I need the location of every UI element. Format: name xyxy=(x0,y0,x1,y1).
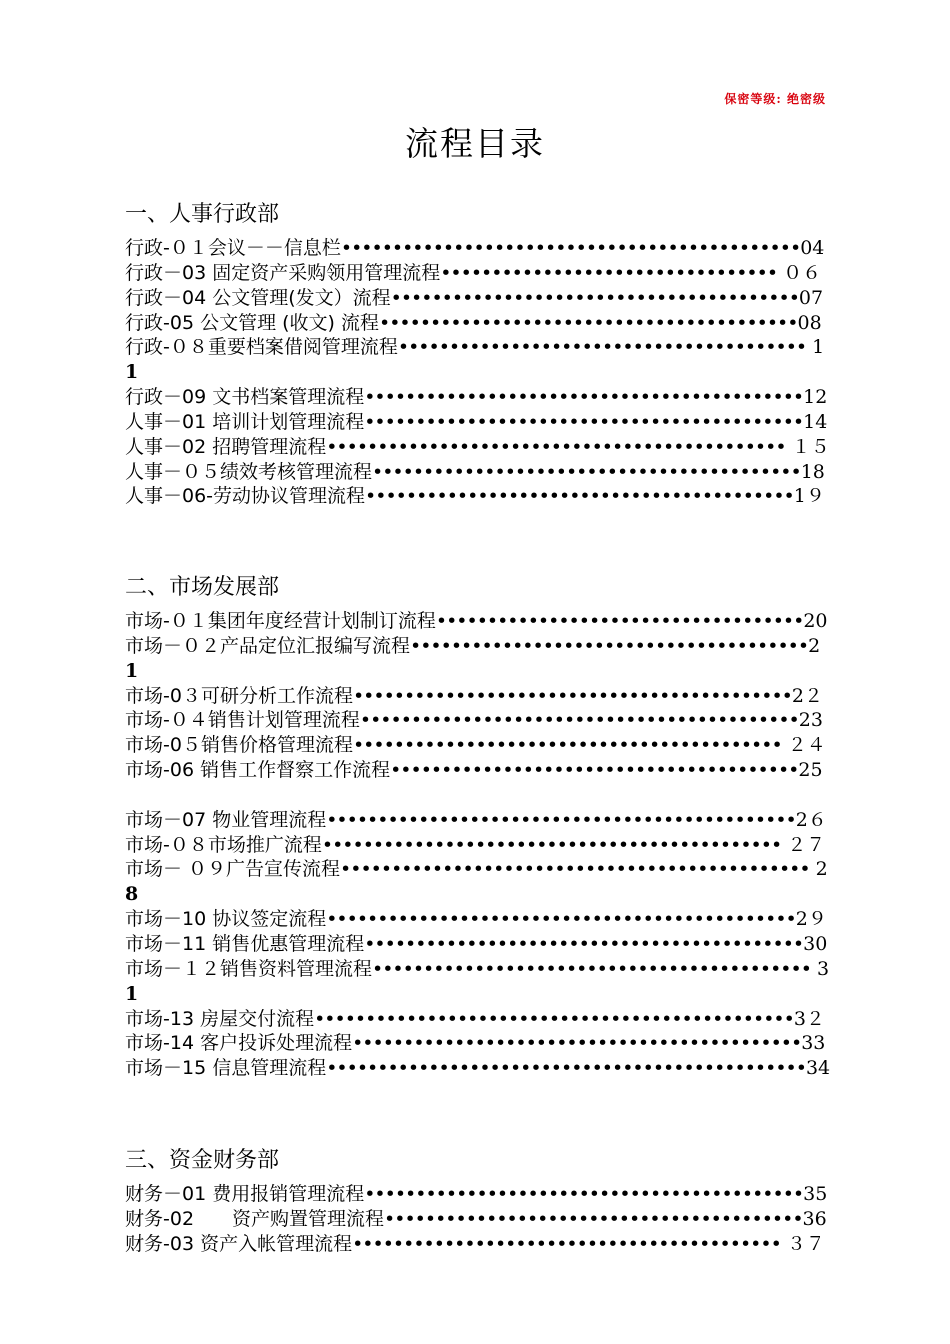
dot-leader: •••••••••••••••••••••••••••••••••••••••••••••• xyxy=(326,908,796,931)
toc-entry[interactable] xyxy=(125,733,825,758)
dot-leader: ••••••••••••••••••••••••••••••••••••••••••••• xyxy=(321,833,782,856)
dot-leader: ••••••••••••••••••••••••••••••••••••••••••• xyxy=(364,932,804,955)
dot-leader: ••••••••••••••••••••••••••••••••••••••••••••• xyxy=(340,237,801,259)
toc-entry[interactable] xyxy=(125,634,825,659)
toc-entry-page: 12 xyxy=(803,386,828,409)
toc-entry-page-wrap: 1 xyxy=(125,659,139,682)
dot-leader: ••••••••••••••••••••••••••••••••••••••• xyxy=(410,634,809,657)
toc-entry[interactable] xyxy=(125,957,830,982)
toc-entry[interactable] xyxy=(125,609,828,634)
toc-entry-label: 行政－09 文书档案管理流程 xyxy=(125,386,365,409)
toc-entry[interactable] xyxy=(125,484,825,509)
dot-leader: ••••••••••••••••••••••••••••••••••••••••••• xyxy=(364,410,804,433)
toc-entry[interactable] xyxy=(125,261,825,286)
dot-leader: •••••••••••••••••••••••••••••••••••••••• xyxy=(397,336,807,359)
toc-entry-page-wrap: 1 xyxy=(125,361,139,384)
toc-entry[interactable] xyxy=(125,311,825,336)
toc-entry-page: 2 xyxy=(808,634,821,657)
toc-entry[interactable] xyxy=(125,907,825,932)
toc-entry-label: 行政－04 公文管理(发文）流程 xyxy=(125,286,391,309)
toc-entry[interactable] xyxy=(125,833,825,858)
section-heading-admin: 一、人事行政部 xyxy=(125,202,280,227)
toc-entry-label: 财务-02 资产购置管理流程 xyxy=(125,1207,385,1230)
toc-entry-page: 30 xyxy=(803,932,828,955)
toc-entry-page: 20 xyxy=(803,610,828,632)
toc-entry[interactable] xyxy=(125,460,825,485)
toc-entry-label: 人事－01 培训计划管理流程 xyxy=(125,410,365,433)
toc-entry-label: 市场－07 物业管理流程 xyxy=(125,808,327,831)
dot-leader: •••••••••••••••••••••••••••••••••••••••• xyxy=(390,759,799,782)
toc-entry-page-wrap: 8 xyxy=(125,883,139,906)
toc-entry-label: 财务-03 资产入帐管理流程 xyxy=(125,1232,353,1255)
toc-entry-page: 1 xyxy=(806,336,825,359)
toc-entry[interactable] xyxy=(125,385,828,410)
toc-entry-page: ２７ xyxy=(781,833,826,856)
toc-entry[interactable] xyxy=(125,1207,825,1232)
toc-entry-page: 07 xyxy=(798,286,824,309)
dot-leader: ••••••••••••••••••••••••••••••••• xyxy=(440,261,778,284)
dot-leader: ••••••••••••••••••••••••••••••••••••••••••• xyxy=(359,709,799,732)
toc-entry-page: 2２ xyxy=(791,684,823,707)
toc-entry[interactable] xyxy=(125,435,830,460)
toc-entry-page: 2６ xyxy=(795,808,827,831)
dot-leader: •••••••••••••••••••••••••••••••••••••••••• xyxy=(365,485,794,508)
dot-leader: ••••••••••••••••••••••••••••••••••••••••••••••• xyxy=(314,1007,794,1030)
toc-list-marketing xyxy=(125,609,831,1081)
dot-leader: ••••••••••••••••••••••••••••••••••••••••••• xyxy=(372,957,811,980)
dot-leader: ••••••••••••••••••••••••••••••••••••••••• xyxy=(384,1207,803,1230)
dot-leader: •••••••••••••••••••••••••••••••••••••••••• xyxy=(372,460,801,483)
toc-entry-label: 市场－10 协议签定流程 xyxy=(125,908,327,931)
toc-entry-label: 市场-13 房屋交付流程 xyxy=(125,1007,315,1030)
toc-entry-label: 行政-０１会议－－信息栏 xyxy=(125,237,341,259)
toc-entry-page: ２４ xyxy=(781,734,826,757)
toc-entry[interactable] xyxy=(125,932,828,957)
spacer xyxy=(125,783,825,808)
toc-entry-page: 23 xyxy=(798,709,823,732)
dot-leader: ••••••••••••••••••••••••••••••••••••••••••• xyxy=(352,684,792,707)
toc-entry-page: 14 xyxy=(803,410,828,433)
toc-entry-page: ３７ xyxy=(780,1232,825,1255)
dot-leader: •••••••••••••••••••••••••••••••••••••••••••• xyxy=(352,1032,802,1055)
toc-entry-label: 市场－15 信息管理流程 xyxy=(125,1057,327,1080)
toc-entry-label: 市场-0３可研分析工作流程 xyxy=(125,684,353,707)
toc-entry[interactable] xyxy=(125,1056,831,1081)
toc-entry-page: 04 xyxy=(800,237,825,259)
toc-entry[interactable] xyxy=(125,808,825,833)
toc-entry-label: 市场-0５销售价格管理流程 xyxy=(125,734,353,757)
dot-leader: •••••••••••••••••••••••••••••••••••••••••••••• xyxy=(326,808,796,831)
toc-entry[interactable] xyxy=(125,1031,825,1056)
dot-leader: •••••••••••••••••••••••••••••••••••••••••• xyxy=(352,1232,781,1255)
toc-entry-page: ０６ xyxy=(777,261,822,284)
toc-entry-page: １５ xyxy=(785,435,830,458)
toc-entry-page: 34 xyxy=(805,1057,831,1080)
toc-entry-label: 市场-06 销售工作督察工作流程 xyxy=(125,759,391,782)
toc-entry[interactable] xyxy=(125,286,825,311)
toc-entry-label: 市场－11 销售优惠管理流程 xyxy=(125,932,365,955)
toc-entry-label: 行政－03 固定资产采购领用管理流程 xyxy=(125,261,441,284)
toc-entry[interactable] xyxy=(125,857,828,882)
toc-entry-page: 2 xyxy=(809,858,828,881)
toc-entry-page: 3２ xyxy=(793,1007,825,1030)
toc-entry-page: 25 xyxy=(798,759,823,782)
toc-entry-label: 市场－０２产品定位汇报编写流程 xyxy=(125,634,411,657)
toc-entry[interactable] xyxy=(125,1182,828,1207)
toc-entry[interactable] xyxy=(125,236,825,261)
section-heading-finance: 三、资金财务部 xyxy=(125,1148,280,1173)
toc-entry-label: 人事－０５绩效考核管理流程 xyxy=(125,460,373,483)
toc-entry-page-wrap: 1 xyxy=(125,982,139,1005)
toc-entry-label: 市场-14 客户投诉处理流程 xyxy=(125,1032,353,1055)
dot-leader: ••••••••••••••••••••••••••••••••••••••••• xyxy=(378,311,798,334)
toc-entry-page: 1９ xyxy=(793,485,825,508)
dot-leader: ••••••••••••••••••••••••••••••••••••••••••• xyxy=(364,386,804,409)
toc-entry[interactable] xyxy=(125,684,825,709)
toc-entry-label: 行政-０８重要档案借阅管理流程 xyxy=(125,336,398,359)
dot-leader: •••••••••••••••••••••••••••••••••••••••• xyxy=(390,286,799,309)
dot-leader: •••••••••••••••••••••••••••••••••••••••••••••• xyxy=(340,858,810,881)
toc-entry-page: 35 xyxy=(803,1183,828,1205)
toc-entry-label: 人事－06-劳动协议管理流程 xyxy=(125,485,366,508)
toc-entry[interactable] xyxy=(125,1007,825,1032)
toc-entry-page: 2９ xyxy=(795,908,827,931)
dot-leader: ••••••••••••••••••••••••••••••••••••••••••••••• xyxy=(326,1057,806,1080)
toc-entry-page: 33 xyxy=(801,1032,826,1055)
toc-entry-label: 市场-０４销售计划管理流程 xyxy=(125,709,360,732)
toc-entry-label: 行政-05 公文管理 (收文) 流程 xyxy=(125,311,379,334)
toc-entry-label: 市场－ ０９广告宣传流程 xyxy=(125,858,341,881)
dot-leader: ••••••••••••••••••••••••••••••••••••••••••• xyxy=(364,1183,804,1205)
dot-leader: •••••••••••••••••••••••••••••••••••••••••• xyxy=(352,734,782,757)
toc-entry-page: 3 xyxy=(810,957,830,980)
toc-entry[interactable] xyxy=(125,410,828,435)
toc-entry-label: 市场-０８市场推广流程 xyxy=(125,833,322,856)
toc-entry[interactable] xyxy=(125,708,825,733)
toc-entry-page: 18 xyxy=(800,460,825,483)
dot-leader: ••••••••••••••••••••••••••••••••••••••••••••• xyxy=(326,435,786,458)
toc-entry[interactable] xyxy=(125,335,825,360)
toc-list-finance xyxy=(125,1182,828,1257)
toc-entry-label: 财务－01 费用报销管理流程 xyxy=(125,1183,365,1205)
toc-entry-page: 08 xyxy=(797,311,822,334)
toc-entry[interactable] xyxy=(125,758,825,783)
toc-entry-label: 市场-０１集团年度经营计划制订流程 xyxy=(125,610,436,632)
section-heading-marketing: 二、市场发展部 xyxy=(125,575,280,600)
page-title: 流程目录 xyxy=(405,124,545,163)
toc-entry-label: 人事－02 招聘管理流程 xyxy=(125,435,327,458)
toc-entry-label: 市场－１２销售资料管理流程 xyxy=(125,957,373,980)
classification-label: 保密等级: 绝密级 xyxy=(724,92,826,106)
toc-entry-page: 36 xyxy=(802,1207,827,1230)
toc-entry[interactable] xyxy=(125,1232,825,1257)
dot-leader: •••••••••••••••••••••••••••••••••••• xyxy=(435,610,804,632)
toc-list-admin xyxy=(125,236,830,509)
